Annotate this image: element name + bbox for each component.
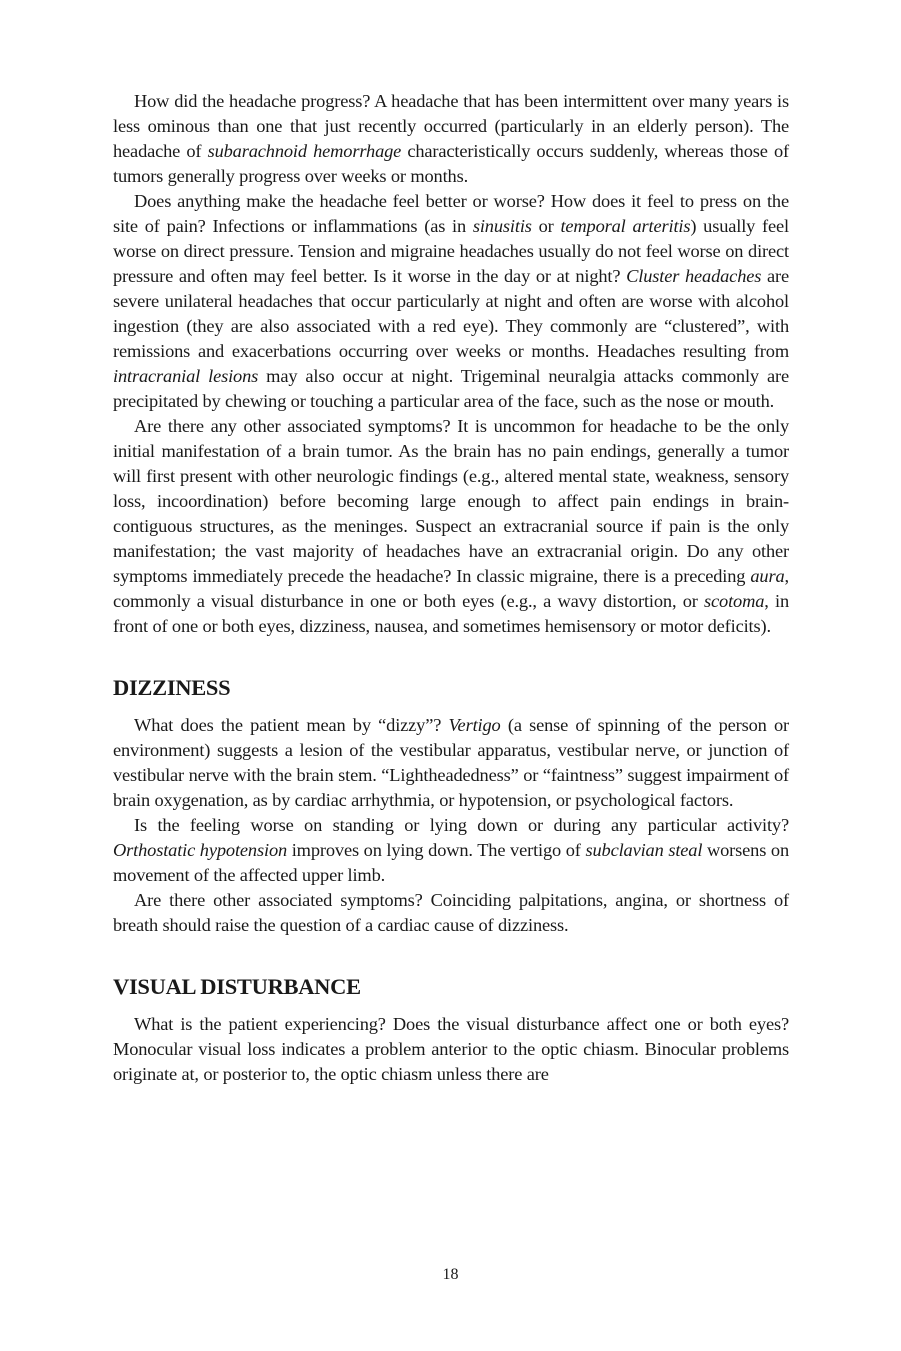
text-run: Are there other associated symptoms? Coinciding palpitations, angina, or shortness of breath should raise the question of a cardiac cause of dizziness.	[113, 890, 789, 935]
text-run: , commonly a visual disturbance in one or both eyes (e.g., a wavy distortion, or	[113, 566, 789, 611]
italic-term: Vertigo	[448, 715, 501, 735]
text-run: Is the feeling worse on standing or lying down or during any particular activity?	[134, 815, 789, 835]
italic-term: aura	[750, 566, 785, 586]
italic-term: subarachnoid hemorrhage	[207, 141, 402, 161]
paragraph-dizziness-meaning	[113, 713, 789, 813]
text-run: , in front of one or both eyes, dizziness, nausea, and sometimes hemisensory or motor deficits).	[113, 591, 789, 636]
italic-term: Cluster headaches	[626, 266, 762, 286]
text-run: worsens on movement of the affected upper limb.	[113, 840, 789, 885]
text-run: Does anything make the headache feel better or worse? How does it feel to press on the site of pain? Infections or inflammations (as in	[113, 191, 789, 236]
italic-term: Orthostatic hypotension	[113, 840, 288, 860]
text-run: What is the patient experiencing? Does the visual disturbance affect one or both eyes? Monocular visual loss indicates a problem anterior to the optic chiasm. Binocular problems originate at, or posterior to, the optic chiasm unless there are	[113, 1014, 789, 1084]
paragraph-visual-experience	[113, 1012, 789, 1087]
italic-term: scotoma	[704, 591, 765, 611]
paragraph-headache-better-worse	[113, 189, 789, 414]
paragraph-headache-progress	[113, 89, 789, 189]
text-run: characteristically occurs suddenly, whereas those of tumors generally progress over weeks or months.	[113, 141, 789, 186]
section-heading-dizziness: DIZZINESS	[113, 675, 231, 700]
page-body	[113, 89, 789, 1087]
italic-term: intracranial lesions	[113, 366, 259, 386]
text-run: ) usually feel worse on direct pressure. Tension and migraine headaches usually do not feel worse on direct pressure and often may feel better. Is it worse in the day or at night?	[113, 216, 789, 286]
italic-term: sinusitis	[472, 216, 532, 236]
text-run: Are there any other associated symptoms? It is uncommon for headache to be the only initial manifestation of a brain tumor. As the brain has no pain endings, generally a tumor will first present with other neurologic findings (e.g., altered mental state, weakness, sensory loss, incoordination) before becoming large enough to affect pain endings in brain-contiguous structures, as the meninges. Suspect an extracranial source if pain is the only manifestation; the vast majority of headaches have an extracranial origin. Do any other symptoms immediately precede the headache? In classic migraine, there is a preceding	[113, 416, 789, 586]
italic-term: subclavian steal	[585, 840, 703, 860]
paragraph-headache-associated-symptoms	[113, 414, 789, 639]
text-run: How did the headache progress? A headache that has been intermittent over many years is less ominous than one that just recently occurred (particularly in an elderly person). The headache of	[113, 91, 789, 161]
text-run: may also occur at night. Trigeminal neuralgia attacks commonly are precipitated by chewing or touching a particular area of the face, such as the nose or mouth.	[113, 366, 789, 411]
paragraph-dizziness-associated-symptoms	[113, 888, 789, 938]
italic-term: temporal arteritis	[560, 216, 691, 236]
text-run: What does the patient mean by “dizzy”?	[134, 715, 449, 735]
text-run: or	[531, 216, 561, 236]
paragraph-dizziness-posture	[113, 813, 789, 888]
text-run: are severe unilateral headaches that occur particularly at night and often are worse with alcohol ingestion (they are also associated with a red eye). They commonly are “clustered”, with remissions and exacerbations occurring over weeks or months. Headaches resulting from	[113, 266, 790, 361]
page-number: 18	[442, 1266, 459, 1283]
text-run: (a sense of spinning of the person or environment) suggests a lesion of the vestibular apparatus, vestibular nerve, or junction of vestibular nerve with the brain stem. “Lightheadedness” or “faintness” suggest impairment of brain oxygenation, as by cardiac arrhythmia, or hypotension, or psychological factors.	[113, 715, 789, 810]
text-run: improves on lying down. The vertigo of	[287, 840, 586, 860]
section-heading-visual-disturbance: VISUAL DISTURBANCE	[113, 974, 361, 999]
